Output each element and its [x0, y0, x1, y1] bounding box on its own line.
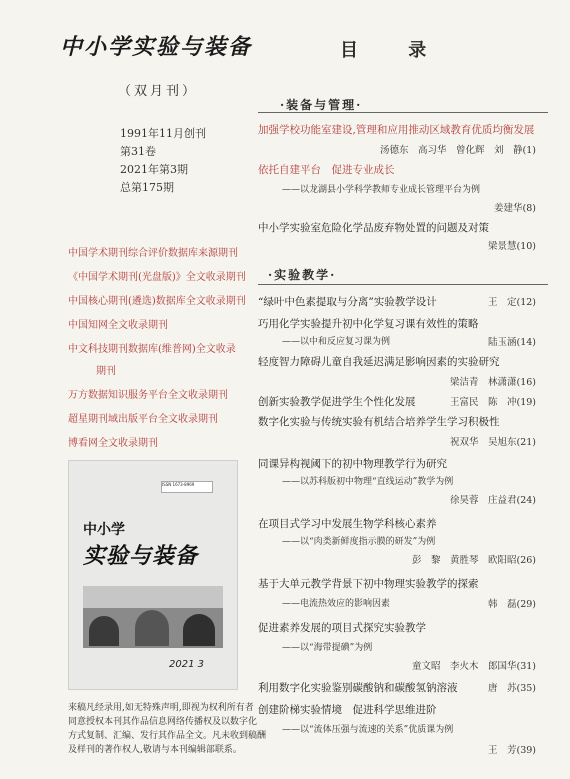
copyright-notice-line: 及样刊的著作权人,敬请与本刊编辑部联系。 — [68, 745, 242, 755]
cover-photo-figure — [89, 616, 119, 646]
toc-entry-title[interactable]: 巧用化学实验提升初中化学复习课有效性的策略 — [258, 318, 479, 330]
toc-entry-author: 彭 黎 黄胜琴 欧阳昭(26) — [411, 555, 536, 566]
issue-number: 2021年第3期 — [120, 163, 188, 176]
journal-masthead: 中小学实验与装备 — [60, 34, 253, 60]
section-divider — [258, 284, 548, 285]
toc-entry-author: 祝双华 吴旭东(21) — [449, 437, 536, 448]
toc-entry-author: 姜建华(8) — [494, 203, 536, 214]
volume: 第31卷 — [120, 145, 156, 158]
toc-entry-title[interactable]: 利用数字化实验鉴别碳酸钠和碳酸氢钠溶液 — [258, 682, 458, 694]
founded-date: 1991年11月创刊 — [120, 127, 206, 140]
toc-entry-title[interactable]: 在项目式学习中发展生物学科核心素养 — [258, 518, 437, 530]
toc-entry-author: 韩 磊(29) — [487, 599, 536, 610]
toc-entry-subtitle: ——以“流体压强与流速的关系”优质课为例 — [282, 725, 454, 735]
database-item: 中国知网全文收录期刊 — [68, 320, 168, 331]
toc-entry-title[interactable]: 数字化实验与传统实验有机结合培养学生学习积极性 — [258, 416, 500, 428]
toc-entry-title[interactable]: 轻度智力障碍儿童自我延迟满足影响因素的实验研究 — [258, 356, 500, 368]
toc-title: 目 录 — [340, 40, 449, 61]
toc-entry-title[interactable]: 同课异构视阈下的初中物理教学行为研究 — [258, 458, 447, 470]
toc-entry-author: 梁洁青 林潇潇(16) — [449, 377, 536, 388]
database-item: 超星期刊域出版平台全文收录期刊 — [68, 414, 218, 425]
toc-entry-title[interactable]: 创建阶梯实验情境 促进科学思维进阶 — [258, 704, 437, 716]
cover-title-line1: 中小学 — [83, 522, 125, 538]
database-item: 《中国学术期刊(光盘版)》全文收录期刊 — [68, 272, 246, 283]
cover-photo-figure — [183, 614, 215, 646]
toc-entry-author: 梁景慧(10) — [487, 241, 536, 252]
toc-entry-author: 王 定(12) — [487, 297, 536, 308]
toc-entry-author: 徐昊蓉 庄益君(24) — [449, 495, 536, 506]
toc-entry-subtitle: ——以龙湖县小学科学教师专业成长管理平台为例 — [282, 185, 481, 195]
toc-entry-author: 王富民 陈 冲(19) — [449, 397, 536, 408]
section-divider — [258, 112, 548, 113]
database-item: 中文科技期刊数据库(维普网)全文收录 — [68, 344, 236, 355]
toc-entry-subtitle: ——以“肉类新鲜度指示膜的研发”为例 — [282, 537, 436, 547]
database-item: 中国学术期刊综合评价数据库来源期刊 — [68, 248, 238, 259]
toc-entry-title[interactable]: 基于大单元教学背景下初中物理实验教学的探索 — [258, 578, 479, 590]
toc-entry-subtitle: ——以苏科版初中物理“直线运动”教学为例 — [282, 477, 454, 487]
cover-photo-background — [83, 586, 223, 608]
cover-issue: 2021 3 — [169, 659, 204, 670]
toc-entry-title[interactable]: 加强学校功能室建设,管理和应用推动区域教育优质均衡发展 — [258, 124, 535, 136]
toc-entry-title[interactable]: 创新实验教学促进学生个性化发展 — [258, 396, 416, 408]
section-heading-experiments: ·实验教学· — [268, 268, 337, 282]
copyright-notice-line: 来稿凡经录用,如无特殊声明,即视为权利所有者 — [68, 703, 254, 713]
toc-entry-author: 唐 苏(35) — [487, 683, 536, 694]
toc-entry-author: 汤德东 高习华 曾化辉 刘 静(1) — [380, 145, 536, 156]
toc-entry-title[interactable]: 依托自建平台 促进专业成长 — [258, 164, 395, 176]
toc-entry-subtitle: ——以中和反应复习课为例 — [282, 337, 391, 347]
frequency-label: （双月刊） — [118, 84, 199, 99]
cover-photo — [83, 586, 223, 648]
toc-entry-author: 王 芳(39) — [487, 745, 536, 756]
cover-photo-figure — [135, 610, 169, 646]
section-heading-equipment: ·装备与管理· — [280, 98, 363, 112]
total-issue: 总第175期 — [120, 181, 174, 194]
copyright-notice-line: 方式复制、汇编、发行其作品全文。凡未收到稿酬 — [68, 731, 267, 741]
cover-thumbnail — [68, 460, 238, 690]
toc-entry-title[interactable]: “绿叶中色素提取与分离”实验教学设计 — [258, 296, 437, 308]
toc-entry-title[interactable]: 促进素养发展的项目式探究实验教学 — [258, 622, 426, 634]
toc-entry-title[interactable]: 中小学实验室危险化学品废弃物处置的问题及对策 — [258, 222, 489, 234]
toc-entry-author: 童文昭 李火木 郎国华(31) — [411, 661, 536, 672]
cover-isbn: ISSN 1673-8969 — [161, 481, 213, 493]
toc-entry-author: 陆玉涵(14) — [487, 337, 536, 348]
database-item: 博看网全文收录期刊 — [68, 438, 158, 449]
database-item: 期刊 — [96, 366, 116, 377]
cover-title-line2: 实验与装备 — [83, 544, 199, 569]
database-item: 中国核心期刊(遴选)数据库全文收录期刊 — [68, 296, 246, 307]
toc-entry-subtitle: ——电流热效应的影响因素 — [282, 599, 391, 609]
database-item: 万方数据知识服务平台全文收录期刊 — [68, 390, 228, 401]
copyright-notice-line: 同意授权本刊其作品信息网络传播权及以数字化 — [68, 717, 258, 727]
toc-entry-subtitle: ——以“海带提碘”为例 — [282, 643, 373, 653]
